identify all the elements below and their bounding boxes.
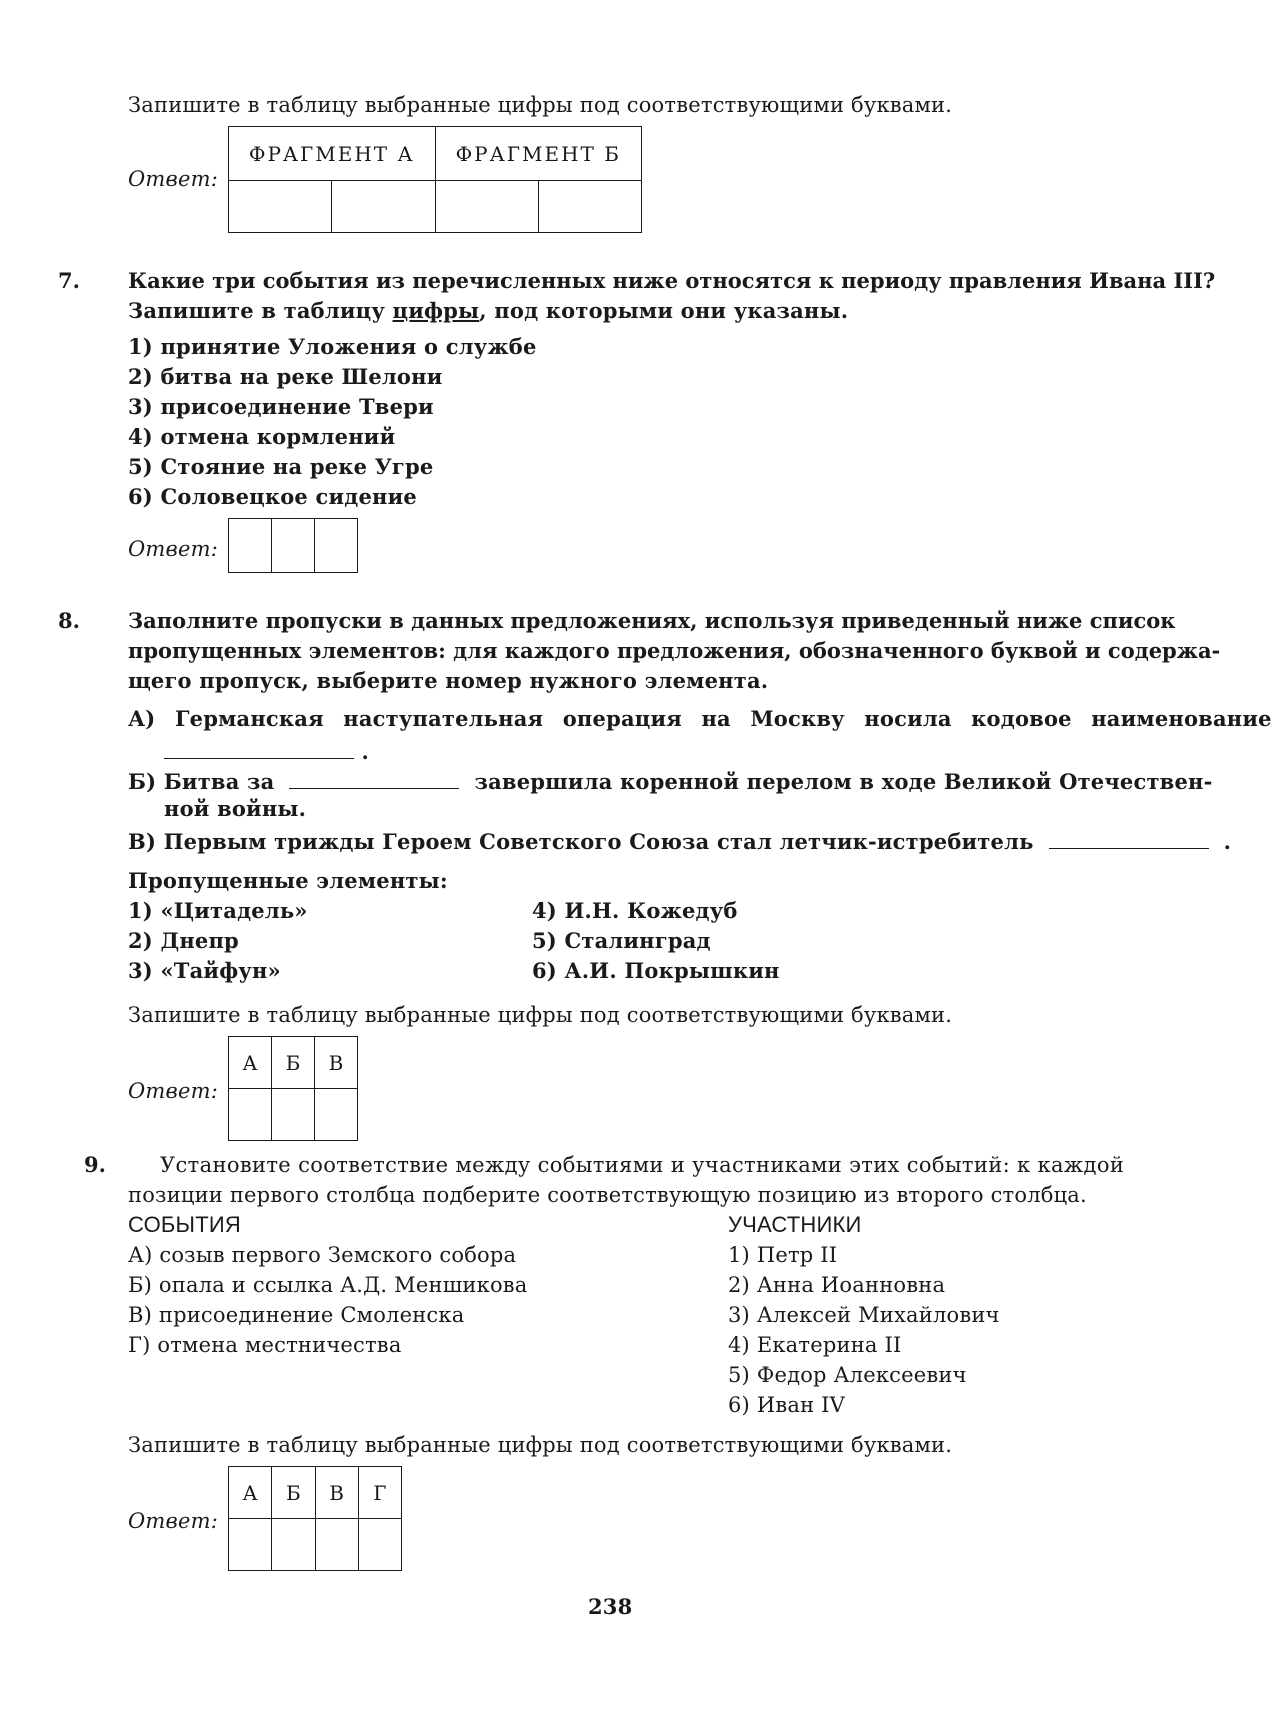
q9-participant: 6) Иван IV bbox=[728, 1393, 846, 1417]
q8-missing-item: 3) «Тайфун» bbox=[128, 958, 281, 983]
q9-line2: позиции первого столбца подберите соответствующую позицию из второго столбца. bbox=[128, 1183, 1087, 1207]
q7-line2-bold: цифры bbox=[392, 298, 480, 323]
q9-answer-label: Ответ: bbox=[128, 1509, 218, 1533]
fragment-a-header: ФРАГМЕНТ А bbox=[229, 127, 436, 181]
q7-answer-label: Ответ: bbox=[128, 537, 218, 561]
question-9-number: 9. bbox=[84, 1152, 106, 1177]
q7-option: 4) отмена кормлений bbox=[128, 424, 396, 449]
q7-line2 bbox=[128, 298, 848, 324]
answer-cell[interactable] bbox=[315, 1519, 358, 1571]
answer-cell[interactable] bbox=[315, 519, 358, 573]
q8-b-pre: Б) Битва за bbox=[128, 769, 275, 794]
answer-cell[interactable] bbox=[229, 181, 332, 233]
q7-option: 6) Соловецкое сидение bbox=[128, 484, 417, 509]
answer-cell[interactable] bbox=[229, 519, 272, 573]
q8-missing-item: 4) И.Н. Кожедуб bbox=[532, 898, 738, 923]
q7-option: 1) принятие Уложения о службе bbox=[128, 334, 537, 359]
answer-cell[interactable] bbox=[538, 181, 641, 233]
q8-sentence-a: А) Германская наступательная операция на Москву носила кодовое наименование bbox=[128, 706, 1272, 731]
q8-missing-title: Пропущенные элементы: bbox=[128, 868, 448, 893]
q9-answer-table bbox=[228, 1466, 402, 1571]
q9-event: Г) отмена местничества bbox=[128, 1333, 402, 1357]
q8-sentence-c bbox=[128, 826, 1231, 855]
answer-cell[interactable] bbox=[272, 1519, 315, 1571]
q8-answer-label: Ответ: bbox=[128, 1079, 218, 1103]
q8-instruction: Запишите в таблицу выбранные цифры под соответствующими буквами. bbox=[128, 1003, 953, 1027]
top-instruction: Запишите в таблицу выбранные цифры под соответствующими буквами. bbox=[128, 93, 953, 117]
header-cell-g: Г bbox=[358, 1467, 401, 1519]
q8-line2-text: пропущенных элементов: для каждого предложения, обозначенного буквой и содержа- bbox=[128, 638, 1221, 663]
header-cell-v: В bbox=[315, 1467, 358, 1519]
q8-sentence-b-cont: ной войны. bbox=[164, 796, 307, 821]
q8-c-pre: В) Первым трижды Героем Советского Союза стал летчик-истребитель bbox=[128, 829, 1034, 854]
question-8-number: 8. bbox=[58, 608, 80, 633]
q9-participant: 5) Федор Алексеевич bbox=[728, 1363, 967, 1387]
answer-cell[interactable] bbox=[332, 181, 435, 233]
top-answer-label: Ответ: bbox=[128, 167, 218, 191]
q8-line2 bbox=[128, 638, 1221, 664]
answer-cell[interactable] bbox=[315, 1089, 358, 1141]
q8-line1 bbox=[128, 608, 1176, 634]
q8-line3: щего пропуск, выберите номер нужного элемента. bbox=[128, 668, 769, 693]
q8-missing-item: 5) Сталинград bbox=[532, 928, 711, 953]
q7-option: 3) присоединение Твери bbox=[128, 394, 434, 419]
q7-answer-table bbox=[228, 518, 358, 573]
answer-cell[interactable] bbox=[272, 519, 315, 573]
fragment-b-header: ФРАГМЕНТ Б bbox=[435, 127, 642, 181]
answer-cell[interactable] bbox=[229, 1089, 272, 1141]
q9-line1: Установите соответствие между событиями и участниками этих событий: к каждой bbox=[160, 1153, 1125, 1177]
header-cell-a: А bbox=[229, 1467, 272, 1519]
blank-line[interactable] bbox=[289, 766, 459, 789]
page-number: 238 bbox=[588, 1594, 633, 1619]
q8-b-post: завершила коренной перелом в ходе Великой Отечествен- bbox=[474, 769, 1213, 794]
q8-missing-item: 6) А.И. Покрышкин bbox=[532, 958, 780, 983]
header-cell-v: В bbox=[315, 1037, 358, 1089]
answer-cell[interactable] bbox=[435, 181, 538, 233]
q9-event: А) созыв первого Земского собора bbox=[128, 1243, 517, 1267]
q9-participant: 2) Анна Иоанновна bbox=[728, 1273, 946, 1297]
q8-missing-item: 2) Днепр bbox=[128, 928, 239, 953]
q8-sentence-b bbox=[128, 766, 1213, 795]
q9-participant: 1) Петр II bbox=[728, 1243, 838, 1267]
q9-participant: 3) Алексей Михайлович bbox=[728, 1303, 1000, 1327]
q7-line1-text: Какие три события из перечисленных ниже относятся к периоду правления Ивана III? bbox=[128, 268, 1216, 293]
header-cell-b: Б bbox=[272, 1037, 315, 1089]
header-cell-b: Б bbox=[272, 1467, 315, 1519]
q9-event: В) присоединение Смоленска bbox=[128, 1303, 465, 1327]
question-7-number: 7. bbox=[58, 268, 80, 293]
q8-c-end: . bbox=[1223, 829, 1232, 854]
fragment-answer-table bbox=[228, 126, 642, 233]
q7-option: 5) Стояние на реке Угре bbox=[128, 454, 434, 479]
q9-col2-title: УЧАСТНИКИ bbox=[728, 1212, 862, 1237]
q7-line2-post: , под которыми они указаны. bbox=[479, 298, 849, 323]
q9-event: Б) опала и ссылка А.Д. Меншикова bbox=[128, 1273, 528, 1297]
q9-instruction: Запишите в таблицу выбранные цифры под соответствующими буквами. bbox=[128, 1433, 953, 1457]
q7-line1 bbox=[128, 268, 1216, 294]
answer-cell[interactable] bbox=[272, 1089, 315, 1141]
answer-cell[interactable] bbox=[229, 1519, 272, 1571]
blank-line[interactable] bbox=[164, 736, 354, 759]
q8-sentence-a-blank bbox=[164, 736, 369, 765]
q8-a-end: . bbox=[361, 739, 370, 764]
q8-missing-item: 1) «Цитадель» bbox=[128, 898, 308, 923]
q8-answer-table bbox=[228, 1036, 358, 1141]
q9-participant: 4) Екатерина II bbox=[728, 1333, 902, 1357]
q7-line2-pre: Запишите в таблицу bbox=[128, 298, 393, 323]
q7-option: 2) битва на реке Шелони bbox=[128, 364, 443, 389]
q9-col1-title: СОБЫТИЯ bbox=[128, 1212, 241, 1237]
answer-cell[interactable] bbox=[358, 1519, 401, 1571]
header-cell-a: А bbox=[229, 1037, 272, 1089]
blank-line[interactable] bbox=[1049, 826, 1209, 849]
q8-line1-text: Заполните пропуски в данных предложениях, используя приведенный ниже список bbox=[128, 608, 1176, 633]
